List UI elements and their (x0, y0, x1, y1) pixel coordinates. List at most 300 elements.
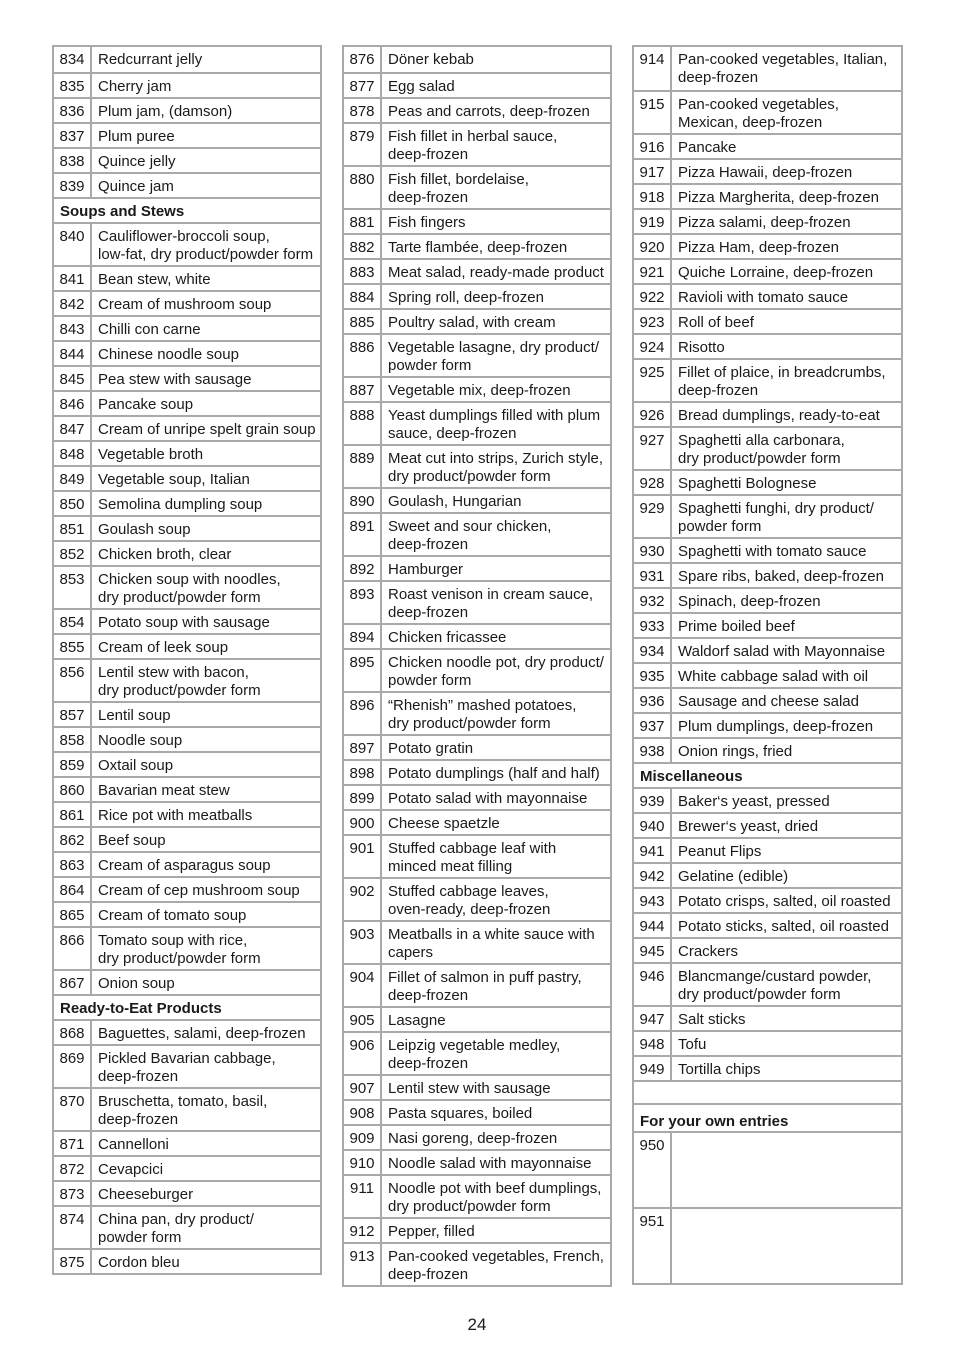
entry-label-line: dry product/powder form (388, 1198, 551, 1215)
table-row (344, 580, 610, 623)
entry-label-line: Yeast dumplings filled with plum (388, 407, 601, 424)
entry-label-line: Crackers (678, 943, 739, 960)
entry-label (382, 693, 610, 734)
entry-label (672, 889, 901, 912)
entry-number: 884 (344, 285, 382, 308)
entry-label-line: Pickled Bavarian cabbage, (98, 1050, 276, 1067)
entry-label (92, 803, 320, 826)
entry-number: 926 (634, 403, 672, 426)
entry-number: 879 (344, 124, 382, 165)
table-row (54, 47, 320, 72)
table-row (634, 612, 901, 637)
table-row (54, 1155, 320, 1180)
entry-label (672, 914, 901, 937)
table-row (54, 1019, 320, 1044)
entry-label-line: Cordon bleu (98, 1254, 180, 1271)
table-row (344, 648, 610, 691)
entry-label-line: Plum puree (98, 128, 175, 145)
entry-number: 844 (54, 342, 92, 365)
entry-label-line: Roll of beef (678, 314, 754, 331)
entry-label-line: Potato sticks, salted, oil roasted (678, 918, 889, 935)
entry-label (92, 174, 320, 197)
entry-number: 948 (634, 1032, 672, 1055)
page-number: 24 (467, 1315, 487, 1334)
table-row (634, 133, 901, 158)
entry-label-line: Lentil soup (98, 707, 171, 724)
entry-label-line: Spinach, deep-frozen (678, 593, 821, 610)
entry-number: 940 (634, 814, 672, 837)
entry-label-line: Fish fillet, bordelaise, (388, 171, 529, 188)
entry-label (382, 335, 610, 376)
entry-number: 915 (634, 92, 672, 133)
entry-label (92, 99, 320, 122)
table-row (344, 1174, 610, 1217)
table-row (634, 962, 901, 1005)
entry-number: 856 (54, 660, 92, 701)
entry-label-line: dry product/powder form (98, 682, 261, 699)
entry-label-line: powder form (388, 357, 472, 374)
entry-number: 847 (54, 417, 92, 440)
table-row (54, 315, 320, 340)
entry-label (92, 342, 320, 365)
entry-number: 851 (54, 517, 92, 540)
table-row (54, 147, 320, 172)
entry-label-line: Hamburger (388, 561, 464, 578)
entry-label-line: Goulash, Hungarian (388, 493, 522, 510)
table-row (54, 97, 320, 122)
table-row (344, 877, 610, 920)
entry-number: 939 (634, 789, 672, 812)
table-row (54, 1044, 320, 1087)
entry-label-line: Baker‘s yeast, pressed (678, 793, 830, 810)
entry-number: 897 (344, 736, 382, 759)
entry-label (382, 836, 610, 877)
entry-label-line: Döner kebab (388, 51, 474, 68)
table-row (634, 401, 901, 426)
entry-label-line: Cannelloni (98, 1136, 169, 1153)
entry-label-line: Lasagne (388, 1012, 446, 1029)
table-row (54, 172, 320, 197)
entry-label-line: Beef soup (98, 832, 166, 849)
entry-label-line: Meatballs in a white sauce with (388, 926, 595, 943)
table-row (344, 97, 610, 122)
entry-number: 910 (344, 1151, 382, 1174)
table-row (54, 851, 320, 876)
entry-label-line: Vegetable broth (98, 446, 204, 463)
entry-number: 904 (344, 965, 382, 1006)
entry-number: 906 (344, 1033, 382, 1074)
entry-number: 872 (54, 1157, 92, 1180)
entry-number: 943 (634, 889, 672, 912)
entry-label-line: deep-frozen (388, 604, 469, 621)
entry-label (92, 292, 320, 315)
entry-number: 909 (344, 1126, 382, 1149)
entry-label-line: powder form (388, 672, 472, 689)
entry-label (382, 965, 610, 1006)
entry-label-line: Pan-cooked vegetables, Italian, (678, 51, 888, 68)
table-row (634, 887, 901, 912)
entry-label-line: Spaghetti funghi, dry product/ (678, 500, 874, 517)
table-row (344, 308, 610, 333)
entry-label (92, 971, 320, 994)
table-row (344, 444, 610, 487)
entry-label (672, 589, 901, 612)
entry-label-line: Pea stew with sausage (98, 371, 252, 388)
entry-label-line: Plum dumplings, deep-frozen (678, 718, 874, 735)
entry-label (382, 922, 610, 963)
entry-number: 859 (54, 753, 92, 776)
entry-number: 931 (634, 564, 672, 587)
entry-label (92, 442, 320, 465)
entry-label-line: dry product/powder form (678, 450, 841, 467)
entry-label-line: Prime boiled beef (678, 618, 795, 635)
entry-number: 881 (344, 210, 382, 233)
entry-label-line: deep-frozen (98, 1111, 179, 1128)
entry-label (672, 564, 901, 587)
entry-label-line: powder form (678, 518, 762, 535)
entry-number: 917 (634, 160, 672, 183)
entry-label-line: Pizza Hawaii, deep-frozen (678, 164, 853, 181)
table-row (634, 208, 901, 233)
entry-label-line: Gelatine (edible) (678, 868, 789, 885)
section-heading: Ready-to-Eat Products (54, 994, 320, 1019)
entry-label-line: Spaghetti Bolognese (678, 475, 817, 492)
entry-label (672, 160, 901, 183)
entry-label-line: White cabbage salad with oil (678, 668, 869, 685)
entry-label (92, 47, 320, 72)
entry-number: 947 (634, 1007, 672, 1030)
table-row (634, 812, 901, 837)
entry-label (92, 542, 320, 565)
entry-label-line: Potato salad with mayonnaise (388, 790, 588, 807)
entry-number: 920 (634, 235, 672, 258)
entry-number: 852 (54, 542, 92, 565)
entry-label-line: Lentil stew with bacon, (98, 664, 249, 681)
entry-label-line: Waldorf salad with Mayonnaise (678, 643, 886, 660)
entry-label-line: Bean stew, white (98, 271, 211, 288)
entry-label (92, 878, 320, 901)
entry-number: 864 (54, 878, 92, 901)
table-row (634, 687, 901, 712)
table-row (344, 809, 610, 834)
food-list-column-3 (632, 45, 903, 1285)
entry-number: 870 (54, 1089, 92, 1130)
entry-label (672, 714, 901, 737)
entry-label-line: China pan, dry product/ (98, 1211, 254, 1228)
entry-label (382, 879, 610, 920)
table-row (634, 233, 901, 258)
entry-number: 932 (634, 589, 672, 612)
entry-label (382, 557, 610, 580)
entry-label (92, 74, 320, 97)
entry-number: 907 (344, 1076, 382, 1099)
entry-number: 944 (634, 914, 672, 937)
entry-label (672, 539, 901, 562)
entry-label (382, 210, 610, 233)
entry-label-line: Pancake (678, 139, 737, 156)
entry-number: 886 (344, 335, 382, 376)
entry-number: 874 (54, 1207, 92, 1248)
entry-label (92, 567, 320, 608)
entry-label-line: Sweet and sour chicken, (388, 518, 552, 535)
entry-label (382, 1101, 610, 1124)
table-row (344, 1031, 610, 1074)
entry-label (672, 210, 901, 233)
entry-number: 900 (344, 811, 382, 834)
table-row (634, 426, 901, 469)
entry-label (382, 1008, 610, 1031)
entry-label (672, 335, 901, 358)
entry-label (672, 614, 901, 637)
entry-label-line: “Rhenish” mashed potatoes, (388, 697, 577, 714)
table-row (54, 751, 320, 776)
entry-label (92, 267, 320, 290)
table-row (634, 283, 901, 308)
table-row (344, 122, 610, 165)
entry-label-line: Cream of mushroom soup (98, 296, 272, 313)
entry-label (92, 467, 320, 490)
entry-label-line: dry product/powder form (678, 986, 841, 1003)
table-row (344, 283, 610, 308)
entry-label-line: Noodle soup (98, 732, 183, 749)
entry-label (382, 124, 610, 165)
table-row (344, 208, 610, 233)
entry-number: 840 (54, 224, 92, 265)
entry-label-line: Fillet of plaice, in breadcrumbs, (678, 364, 886, 381)
entry-number: 938 (634, 739, 672, 762)
entry-number: 875 (54, 1250, 92, 1273)
table-row (54, 1248, 320, 1273)
entry-number: 914 (634, 47, 672, 90)
entry-number: 923 (634, 310, 672, 333)
entry-label (92, 1132, 320, 1155)
entry-label (672, 360, 901, 401)
table-row (344, 1124, 610, 1149)
entry-number: 891 (344, 514, 382, 555)
entry-label-line: Pancake soup (98, 396, 194, 413)
table-row (54, 701, 320, 726)
table-row (54, 633, 320, 658)
entry-label-line: Tomato soup with rice, (98, 932, 248, 949)
entry-label-line: deep-frozen (678, 69, 759, 86)
entry-number: 861 (54, 803, 92, 826)
entry-label-line: Cheese spaetzle (388, 815, 500, 832)
entry-label (382, 736, 610, 759)
table-row (54, 876, 320, 901)
entry-number: 894 (344, 625, 382, 648)
table-row (344, 487, 610, 512)
table-row (634, 158, 901, 183)
entry-label-line: deep-frozen (678, 382, 759, 399)
table-row (344, 376, 610, 401)
table-row (634, 1055, 901, 1080)
entry-number: 912 (344, 1219, 382, 1242)
entry-label (382, 235, 610, 258)
entry-label-line: Roast venison in cream sauce, (388, 586, 594, 603)
entry-number: 949 (634, 1057, 672, 1080)
entry-number: 888 (344, 403, 382, 444)
entry-label-line: Chicken noodle pot, dry product/ (388, 654, 604, 671)
entry-label (672, 689, 901, 712)
table-row (634, 787, 901, 812)
entry-number: 883 (344, 260, 382, 283)
entry-label-line: Onion soup (98, 975, 175, 992)
entry-label-line: Tortilla chips (678, 1061, 761, 1078)
entry-number: 850 (54, 492, 92, 515)
entry-label-line: Tofu (678, 1036, 707, 1053)
entry-label (92, 1250, 320, 1273)
table-row (54, 365, 320, 390)
entry-label (382, 761, 610, 784)
entry-label-line: Nasi goreng, deep-frozen (388, 1130, 558, 1147)
table-row (344, 1217, 610, 1242)
entry-number: 929 (634, 496, 672, 537)
entry-number: 845 (54, 367, 92, 390)
entry-label-line: Cream of cep mushroom soup (98, 882, 300, 899)
entry-label-line: Cream of leek soup (98, 639, 229, 656)
table-row (634, 587, 901, 612)
entry-label (672, 47, 901, 90)
entry-number: 911 (344, 1176, 382, 1217)
entry-label (672, 739, 901, 762)
own-entries-heading: For your own entries (634, 1103, 901, 1131)
entry-label-line: Cream of tomato soup (98, 907, 247, 924)
entry-label (92, 728, 320, 751)
entry-label-line: Sausage and cheese salad (678, 693, 859, 710)
entry-label (672, 260, 901, 283)
entry-number: 878 (344, 99, 382, 122)
entry-label (92, 1157, 320, 1180)
entry-number: 899 (344, 786, 382, 809)
table-row (634, 912, 901, 937)
entry-label (382, 1151, 610, 1174)
table-row (54, 1087, 320, 1130)
entry-number: 916 (634, 135, 672, 158)
entry-label-line: Rice pot with meatballs (98, 807, 253, 824)
entry-label-line: Lentil stew with sausage (388, 1080, 551, 1097)
entry-number: 838 (54, 149, 92, 172)
entry-label (92, 610, 320, 633)
entry-number: 848 (54, 442, 92, 465)
entry-number: 869 (54, 1046, 92, 1087)
entry-label-line: Mexican, deep-frozen (678, 114, 823, 131)
entry-label-line: Goulash soup (98, 521, 191, 538)
table-row (54, 490, 320, 515)
table-row (344, 1149, 610, 1174)
entry-label-line: Spaghetti with tomato sauce (678, 543, 867, 560)
entry-label-line: Meat salad, ready-made product (388, 264, 604, 281)
entry-number: 880 (344, 167, 382, 208)
entry-number: 945 (634, 939, 672, 962)
entry-label (382, 167, 610, 208)
entry-label (382, 582, 610, 623)
table-row (344, 1242, 610, 1285)
entry-number: 835 (54, 74, 92, 97)
section-heading: Miscellaneous (634, 762, 901, 787)
entry-label-line: deep-frozen (388, 189, 469, 206)
entry-label-line: Cream of unripe spelt grain soup (98, 421, 316, 438)
entry-number: 893 (344, 582, 382, 623)
entry-number: 889 (344, 446, 382, 487)
entry-label (672, 814, 901, 837)
entry-label (92, 367, 320, 390)
entry-label-line: Chicken soup with noodles, (98, 571, 281, 588)
table-row (634, 937, 901, 962)
entry-label-line: Pizza Margherita, deep-frozen (678, 189, 879, 206)
table-row (54, 440, 320, 465)
table-row (344, 834, 610, 877)
own-entry-row (634, 1207, 901, 1283)
table-row (54, 340, 320, 365)
table-row (54, 658, 320, 701)
entry-label-line: Risotto (678, 339, 725, 356)
table-row (54, 390, 320, 415)
entry-label-line: Chilli con carne (98, 321, 201, 338)
entry-label-line: Oxtail soup (98, 757, 174, 774)
entry-label-line: Tarte flambée, deep-frozen (388, 239, 568, 256)
entry-number: 892 (344, 557, 382, 580)
entry-label (672, 1032, 901, 1055)
entry-label (672, 285, 901, 308)
empty-entry-field (672, 1133, 901, 1207)
table-row (634, 562, 901, 587)
entry-label (382, 786, 610, 809)
table-row (54, 515, 320, 540)
entry-label-line: oven-ready, deep-frozen (388, 901, 551, 918)
entry-label-line: Onion rings, fried (678, 743, 793, 760)
table-row (344, 512, 610, 555)
table-row (54, 72, 320, 97)
entry-number: 908 (344, 1101, 382, 1124)
entry-label (92, 149, 320, 172)
table-row (54, 969, 320, 994)
entry-number: 937 (634, 714, 672, 737)
entry-label-line: Egg salad (388, 78, 455, 95)
entry-label-line: dry product/powder form (388, 468, 551, 485)
entry-number: 935 (634, 664, 672, 687)
entry-label-line: Quiche Lorraine, deep-frozen (678, 264, 874, 281)
table-row (54, 465, 320, 490)
table-row (344, 258, 610, 283)
table-row (634, 712, 901, 737)
entry-label-line: Stuffed cabbage leaves, (388, 883, 549, 900)
entry-label (92, 317, 320, 340)
table-row (634, 737, 901, 762)
table-row (54, 415, 320, 440)
entry-label (382, 47, 610, 72)
entry-label-line: Quince jam (98, 178, 174, 195)
entry-number: 896 (344, 693, 382, 734)
entry-label-line: Peanut Flips (678, 843, 762, 860)
entry-number: 928 (634, 471, 672, 494)
entry-number: 913 (344, 1244, 382, 1285)
entry-label (382, 625, 610, 648)
entry-number: 836 (54, 99, 92, 122)
entry-label-line: deep-frozen (388, 987, 469, 1004)
table-row (634, 537, 901, 562)
table-row (344, 333, 610, 376)
table-row (344, 233, 610, 258)
entry-label-line: deep-frozen (388, 146, 469, 163)
entry-label-line: Cream of asparagus soup (98, 857, 271, 874)
entry-number: 927 (634, 428, 672, 469)
entry-label-line: Chicken broth, clear (98, 546, 232, 563)
entry-label (672, 135, 901, 158)
table-row (634, 258, 901, 283)
table-row (54, 926, 320, 969)
entry-label-line: capers (388, 944, 434, 961)
entry-label-line: Chinese noodle soup (98, 346, 239, 363)
